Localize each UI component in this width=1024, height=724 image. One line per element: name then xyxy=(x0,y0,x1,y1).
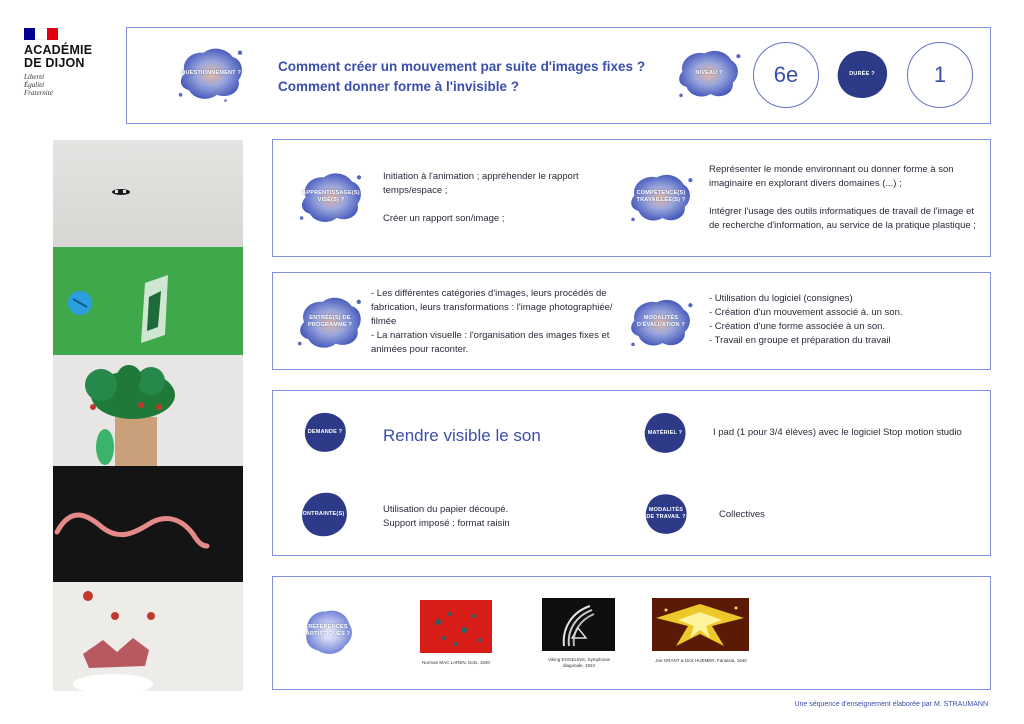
modalites-travail-text: Collectives xyxy=(719,509,765,520)
apprentissage-text: Initiation à l'animation ; appréhender le rapport temps/espace ; Créer un rapport son/image ; xyxy=(383,171,579,224)
niveau-blob xyxy=(674,44,744,102)
reference-caption-3: Joe GRANT & Dick HUEMER, Fantasia, 1940 xyxy=(655,658,747,663)
apprentissage-blob xyxy=(296,168,366,226)
section-demande xyxy=(272,390,991,556)
student-work-photo-4 xyxy=(53,466,243,582)
reference-image-symphonie xyxy=(542,598,615,651)
student-work-photo-2 xyxy=(53,247,243,355)
student-work-photo-1 xyxy=(53,140,243,247)
apprentissage-label: APPRENTISSAGE(S) VISÉ(S) ? xyxy=(302,190,360,203)
niveau-label: NIVEAU ? xyxy=(695,69,723,76)
academie-name: ACADÉMIE DE DIJON xyxy=(24,43,93,70)
materiel-text: I pad (1 pour 3/4 élèves) avec le logiciel Stop motion studio xyxy=(713,427,962,438)
student-work-photo-5 xyxy=(53,582,243,691)
demande-text: Rendre visible le son xyxy=(383,426,541,445)
evaluation-blob xyxy=(626,293,696,351)
competences-text: Représenter le monde environnant ou donner forme à son imaginaire en explorant divers domaines (...) ; Intégrer l'usage des outils informatiques de travail de l'image et de recherche d'information, au service de la pratique plastique ; xyxy=(709,164,976,231)
references-label: RÉFÉRENCES ARTISTIQUES ? xyxy=(305,624,351,637)
questionnement-label: QUESTIONNEMENT ? xyxy=(180,69,242,76)
demande-blob xyxy=(301,407,349,457)
reference-image-dots xyxy=(420,600,492,653)
materiel-blob xyxy=(641,409,689,457)
entrees-label: ENTRÉE(S) DE PROGRAMME ? xyxy=(307,315,353,328)
evaluation-label: MODALITÉS D'ÉVALUATION ? xyxy=(637,315,685,328)
duree-label: DURÉE ? xyxy=(849,70,875,77)
duree-circle: 1 xyxy=(907,42,973,108)
niveau-circle: 6e xyxy=(753,42,819,108)
contraintes-text: Utilisation du papier découpé. Support imposé : format raisin xyxy=(383,504,510,529)
student-works-column xyxy=(53,140,243,691)
question-2: Comment donner forme à l'invisible ? xyxy=(278,79,519,94)
references-blob xyxy=(299,606,357,656)
entrees-blob xyxy=(294,293,366,351)
evaluation-text: - Utilisation du logiciel (consignes) - Création d'un mouvement associé à. un son. - Création d'une forme associée à un son. - Travail en groupe et préparation du travail xyxy=(709,293,903,346)
motto: Liberté Égalité Fraternité xyxy=(24,73,53,97)
question-1: Comment créer un mouvement par suite d'images fixes ? xyxy=(278,59,646,74)
contraintes-blob xyxy=(298,488,350,540)
modalites-travail-blob xyxy=(641,490,691,538)
competences-blob xyxy=(626,168,696,226)
reference-caption-2: Viking EGGELING, Symphonie diagonale, 1924 xyxy=(548,657,610,668)
duree-blob xyxy=(832,45,892,103)
student-work-photo-3 xyxy=(53,355,243,466)
questionnement-blob xyxy=(174,44,248,102)
reference-caption-1: Norman MAC LAREN, Dots, 1940 xyxy=(422,660,490,665)
academie-logo xyxy=(24,28,124,97)
contraintes-label: CONTRAINTE(S) ? xyxy=(298,510,350,517)
flag-icon xyxy=(24,28,58,40)
modalites-travail-label: MODALITÉS DE TRAVAIL ? xyxy=(646,507,686,520)
reference-image-fantasia xyxy=(652,598,749,651)
materiel-label: MATÉRIEL ? xyxy=(647,429,683,436)
entrees-text: - Les différentes catégories d'images, leurs procédés de fabrication, leurs transformations : l'image photographiée/ filmée - La narration visuelle : l'organisation des images fixes et animées pour raconter. xyxy=(371,288,613,355)
demande-label: DEMANDE ? xyxy=(307,428,343,435)
section-references xyxy=(272,576,991,690)
footer-credit: Une séquence d'enseignement élaborée par M. STRAUMANN xyxy=(794,701,988,708)
competences-label: COMPÉTENCE(S) TRAVAILLÉE(S) ? xyxy=(636,190,686,203)
